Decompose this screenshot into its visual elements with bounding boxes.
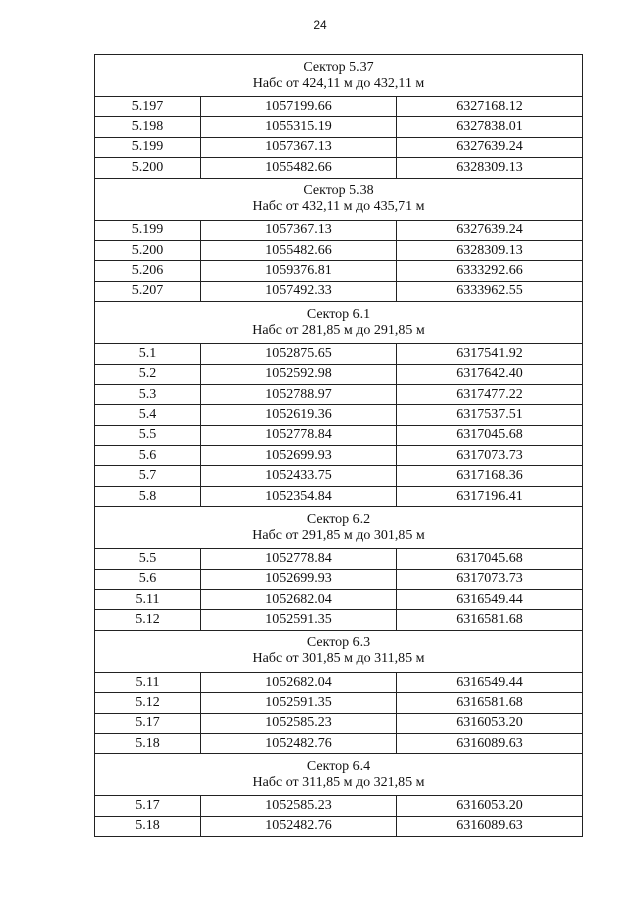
table-row — [95, 796, 583, 816]
x-coordinate-cell: 1055482.66 — [201, 158, 397, 178]
y-coordinate-cell: 6317477.22 — [397, 384, 583, 404]
x-coordinate-cell: 1059376.81 — [201, 261, 397, 281]
x-coordinate-cell: 1055482.66 — [201, 240, 397, 260]
sector-title: Сектор 6.3 — [306, 635, 371, 651]
y-coordinate-cell: 6316549.44 — [397, 672, 583, 692]
sector-header-row — [95, 630, 583, 672]
x-coordinate-cell: 1052699.93 — [201, 569, 397, 589]
table-row — [95, 569, 583, 589]
sector-height-range: Набс от 301,85 м до 311,85 м — [252, 651, 425, 667]
point-number-cell: 5.3 — [95, 384, 201, 404]
table-row — [95, 97, 583, 117]
point-number-cell: 5.197 — [95, 97, 201, 117]
table-row — [95, 590, 583, 610]
table-row — [95, 672, 583, 692]
x-coordinate-cell: 1052682.04 — [201, 590, 397, 610]
x-coordinate-cell: 1052788.97 — [201, 384, 397, 404]
y-coordinate-cell: 6317073.73 — [397, 446, 583, 466]
x-coordinate-cell: 1052682.04 — [201, 672, 397, 692]
point-number-cell: 5.6 — [95, 446, 201, 466]
x-coordinate-cell: 1052354.84 — [201, 486, 397, 506]
y-coordinate-cell: 6317196.41 — [397, 486, 583, 506]
point-number-cell: 5.2 — [95, 364, 201, 384]
x-coordinate-cell: 1057492.33 — [201, 281, 397, 301]
sector-header — [95, 754, 583, 796]
y-coordinate-cell: 6328309.13 — [397, 240, 583, 260]
y-coordinate-cell: 6316089.63 — [397, 733, 583, 753]
table-row — [95, 446, 583, 466]
y-coordinate-cell: 6328309.13 — [397, 158, 583, 178]
y-coordinate-cell: 6317073.73 — [397, 569, 583, 589]
sector-height-range: Набс от 432,11 м до 435,71 м — [252, 199, 425, 215]
coordinates-table — [94, 54, 583, 837]
sector-header-row — [95, 754, 583, 796]
y-coordinate-cell: 6327168.12 — [397, 97, 583, 117]
point-number-cell: 5.199 — [95, 220, 201, 240]
page-number: 24 — [313, 18, 327, 32]
x-coordinate-cell: 1052778.84 — [201, 549, 397, 569]
point-number-cell: 5.1 — [95, 344, 201, 364]
table-row — [95, 137, 583, 157]
sector-header — [95, 302, 583, 344]
table-row — [95, 364, 583, 384]
y-coordinate-cell: 6317642.40 — [397, 364, 583, 384]
sector-header — [95, 55, 583, 97]
y-coordinate-cell: 6327838.01 — [397, 117, 583, 137]
point-number-cell: 5.11 — [95, 672, 201, 692]
sector-height-range: Набс от 311,85 м до 321,85 м — [252, 774, 425, 790]
table-row — [95, 610, 583, 630]
table-row — [95, 220, 583, 240]
sector-title: Сектор 5.37 — [303, 59, 374, 75]
x-coordinate-cell: 1052591.35 — [201, 693, 397, 713]
x-coordinate-cell: 1052592.98 — [201, 364, 397, 384]
table-row — [95, 713, 583, 733]
x-coordinate-cell: 1057367.13 — [201, 137, 397, 157]
sector-title: Сектор 6.2 — [306, 511, 371, 527]
x-coordinate-cell: 1052585.23 — [201, 713, 397, 733]
point-number-cell: 5.207 — [95, 281, 201, 301]
y-coordinate-cell: 6317045.68 — [397, 549, 583, 569]
sector-title: Сектор 6.4 — [306, 758, 371, 774]
table-row — [95, 733, 583, 753]
x-coordinate-cell: 1057199.66 — [201, 97, 397, 117]
y-coordinate-cell: 6317537.51 — [397, 405, 583, 425]
point-number-cell: 5.18 — [95, 816, 201, 836]
point-number-cell: 5.200 — [95, 240, 201, 260]
point-number-cell: 5.206 — [95, 261, 201, 281]
y-coordinate-cell: 6327639.24 — [397, 220, 583, 240]
x-coordinate-cell: 1052433.75 — [201, 466, 397, 486]
point-number-cell: 5.18 — [95, 733, 201, 753]
y-coordinate-cell: 6316053.20 — [397, 796, 583, 816]
x-coordinate-cell: 1052699.93 — [201, 446, 397, 466]
x-coordinate-cell: 1052482.76 — [201, 816, 397, 836]
sector-height-range: Набс от 281,85 м до 291,85 м — [252, 322, 425, 338]
point-number-cell: 5.6 — [95, 569, 201, 589]
point-number-cell: 5.198 — [95, 117, 201, 137]
point-number-cell: 5.12 — [95, 610, 201, 630]
table-row — [95, 240, 583, 260]
sector-header — [95, 630, 583, 672]
y-coordinate-cell: 6316581.68 — [397, 693, 583, 713]
point-number-cell: 5.12 — [95, 693, 201, 713]
x-coordinate-cell: 1052875.65 — [201, 344, 397, 364]
x-coordinate-cell: 1052778.84 — [201, 425, 397, 445]
x-coordinate-cell: 1055315.19 — [201, 117, 397, 137]
point-number-cell: 5.11 — [95, 590, 201, 610]
table-row — [95, 117, 583, 137]
x-coordinate-cell: 1052619.36 — [201, 405, 397, 425]
x-coordinate-cell: 1052585.23 — [201, 796, 397, 816]
point-number-cell: 5.7 — [95, 466, 201, 486]
sector-title: Сектор 6.1 — [306, 306, 371, 322]
table-row — [95, 549, 583, 569]
sector-header — [95, 178, 583, 220]
y-coordinate-cell: 6316549.44 — [397, 590, 583, 610]
point-number-cell: 5.200 — [95, 158, 201, 178]
y-coordinate-cell: 6317045.68 — [397, 425, 583, 445]
sector-height-range: Набс от 291,85 м до 301,85 м — [252, 527, 425, 543]
table-row — [95, 693, 583, 713]
sector-height-range: Набс от 424,11 м до 432,11 м — [252, 75, 425, 91]
coordinates-table-body — [95, 55, 583, 837]
point-number-cell: 5.17 — [95, 796, 201, 816]
point-number-cell: 5.8 — [95, 486, 201, 506]
sector-header — [95, 507, 583, 549]
y-coordinate-cell: 6316053.20 — [397, 713, 583, 733]
sector-header-row — [95, 55, 583, 97]
sector-header-row — [95, 507, 583, 549]
sector-header-row — [95, 178, 583, 220]
point-number-cell: 5.5 — [95, 425, 201, 445]
y-coordinate-cell: 6333962.55 — [397, 281, 583, 301]
point-number-cell: 5.4 — [95, 405, 201, 425]
y-coordinate-cell: 6327639.24 — [397, 137, 583, 157]
table-row — [95, 384, 583, 404]
sector-header-row — [95, 302, 583, 344]
table-row — [95, 486, 583, 506]
y-coordinate-cell: 6317541.92 — [397, 344, 583, 364]
sector-title: Сектор 5.38 — [303, 183, 374, 199]
x-coordinate-cell: 1052482.76 — [201, 733, 397, 753]
y-coordinate-cell: 6316581.68 — [397, 610, 583, 630]
point-number-cell: 5.199 — [95, 137, 201, 157]
table-row — [95, 466, 583, 486]
point-number-cell: 5.5 — [95, 549, 201, 569]
table-row — [95, 281, 583, 301]
y-coordinate-cell: 6317168.36 — [397, 466, 583, 486]
table-row — [95, 816, 583, 836]
table-row — [95, 158, 583, 178]
table-row — [95, 425, 583, 445]
y-coordinate-cell: 6333292.66 — [397, 261, 583, 281]
table-row — [95, 261, 583, 281]
table-row — [95, 344, 583, 364]
point-number-cell: 5.17 — [95, 713, 201, 733]
x-coordinate-cell: 1057367.13 — [201, 220, 397, 240]
table-row — [95, 405, 583, 425]
y-coordinate-cell: 6316089.63 — [397, 816, 583, 836]
x-coordinate-cell: 1052591.35 — [201, 610, 397, 630]
